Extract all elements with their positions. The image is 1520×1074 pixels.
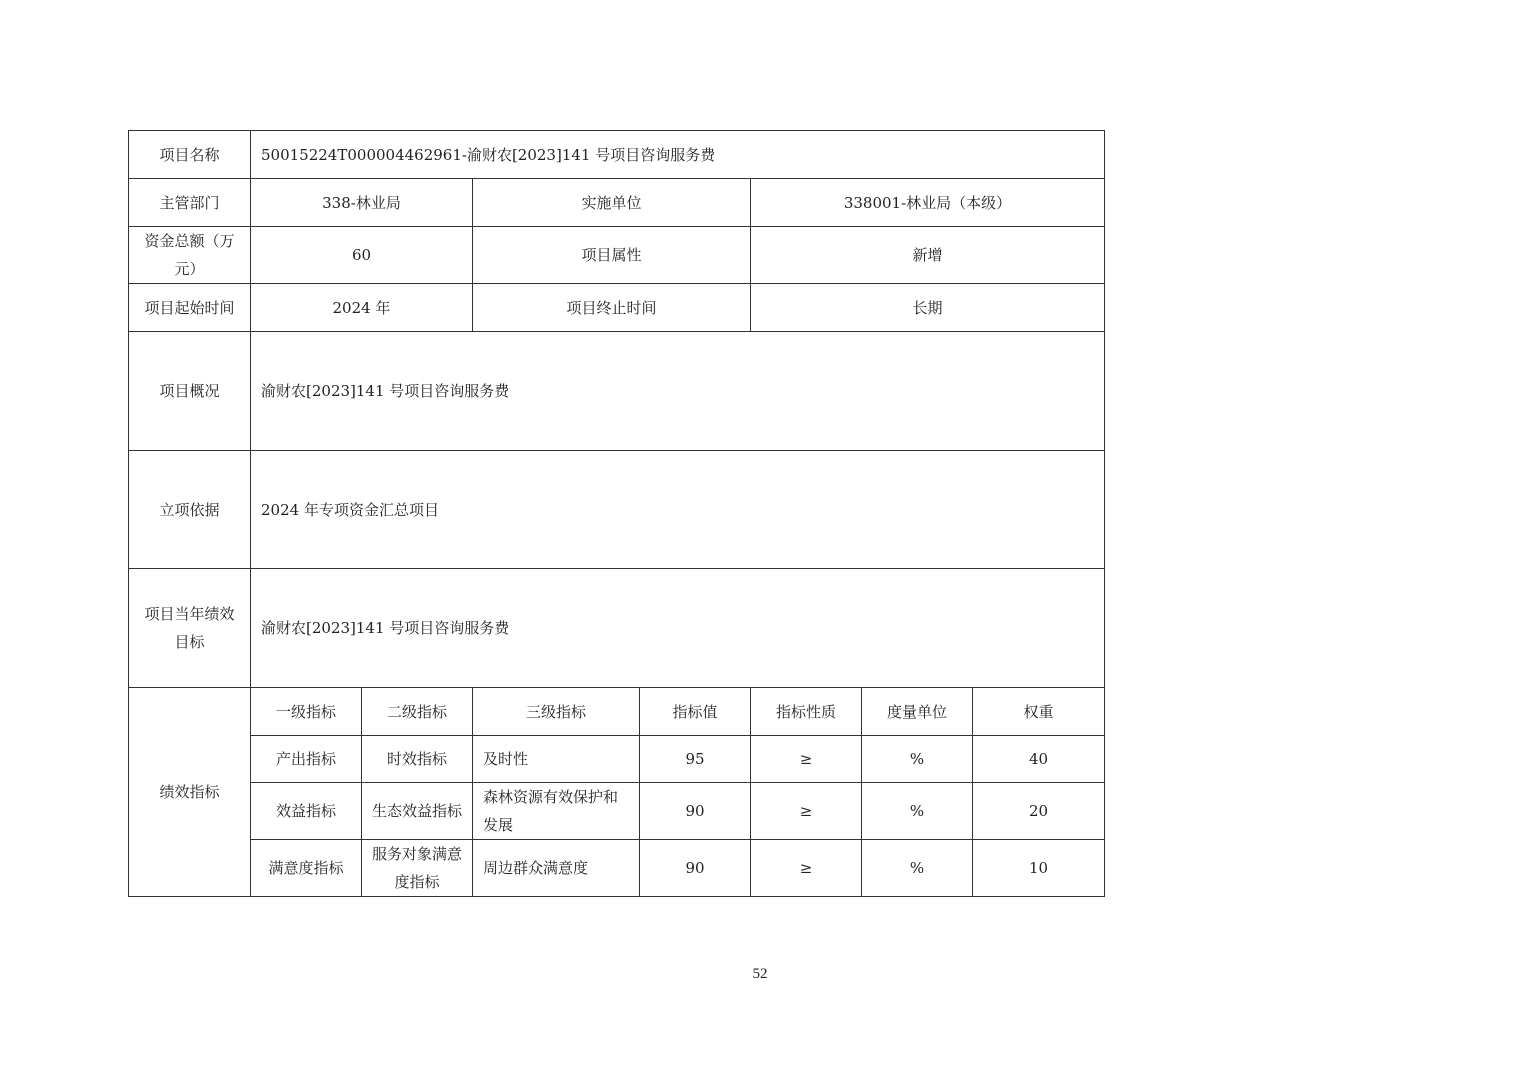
indicator-level1: 满意度指标 <box>251 840 362 897</box>
funds-row <box>129 227 1105 284</box>
indicator-weight: 40 <box>973 736 1105 783</box>
implementing-unit-label: 实施单位 <box>473 179 751 227</box>
time-row <box>129 284 1105 332</box>
end-time-value: 长期 <box>751 284 1105 332</box>
project-name-label: 项目名称 <box>129 131 251 179</box>
project-name-row <box>129 131 1105 179</box>
indicator-row <box>129 736 1105 783</box>
overview-label: 项目概况 <box>129 332 251 451</box>
annual-goal-row <box>129 569 1105 688</box>
start-time-label: 项目起始时间 <box>129 284 251 332</box>
indicator-nature: ≥ <box>751 840 862 897</box>
indicator-header: 度量单位 <box>862 688 973 736</box>
indicator-level2: 时效指标 <box>362 736 473 783</box>
overview-value: 渝财农[2023]141 号项目咨询服务费 <box>251 332 1105 451</box>
total-funds-value: 60 <box>251 227 473 284</box>
performance-indicators-label: 绩效指标 <box>129 688 251 897</box>
indicator-level3: 周边群众满意度 <box>473 840 640 897</box>
indicator-header: 二级指标 <box>362 688 473 736</box>
start-time-value: 2024 年 <box>251 284 473 332</box>
indicator-level2: 服务对象满意度指标 <box>362 840 473 897</box>
indicator-level1: 产出指标 <box>251 736 362 783</box>
annual-goal-value: 渝财农[2023]141 号项目咨询服务费 <box>251 569 1105 688</box>
indicator-weight: 10 <box>973 840 1105 897</box>
indicator-value: 90 <box>640 840 751 897</box>
indicator-unit: % <box>862 736 973 783</box>
page-number: 52 <box>752 966 768 982</box>
indicator-unit: % <box>862 840 973 897</box>
end-time-label: 项目终止时间 <box>473 284 751 332</box>
indicator-level3: 及时性 <box>473 736 640 783</box>
indicator-unit: % <box>862 783 973 840</box>
total-funds-label: 资金总额（万元） <box>129 227 251 284</box>
overview-row <box>129 332 1105 451</box>
indicator-header: 一级指标 <box>251 688 362 736</box>
annual-goal-label: 项目当年绩效目标 <box>129 569 251 688</box>
indicator-level3: 森林资源有效保护和发展 <box>473 783 640 840</box>
project-name-value: 50015224T000004462961-渝财农[2023]141 号项目咨询服务费 <box>251 131 1105 179</box>
indicator-level2: 生态效益指标 <box>362 783 473 840</box>
indicator-nature: ≥ <box>751 736 862 783</box>
indicator-header: 三级指标 <box>473 688 640 736</box>
basis-value: 2024 年专项资金汇总项目 <box>251 451 1105 569</box>
department-row <box>129 179 1105 227</box>
indicator-header-row <box>129 688 1105 736</box>
department-label: 主管部门 <box>129 179 251 227</box>
indicator-row <box>129 783 1105 840</box>
indicator-header: 权重 <box>973 688 1105 736</box>
indicator-header: 指标性质 <box>751 688 862 736</box>
basis-label: 立项依据 <box>129 451 251 569</box>
indicator-header: 指标值 <box>640 688 751 736</box>
indicator-row <box>129 840 1105 897</box>
department-value: 338-林业局 <box>251 179 473 227</box>
basis-row <box>129 451 1105 569</box>
indicator-value: 95 <box>640 736 751 783</box>
indicator-value: 90 <box>640 783 751 840</box>
indicator-nature: ≥ <box>751 783 862 840</box>
indicator-level1: 效益指标 <box>251 783 362 840</box>
project-attribute-label: 项目属性 <box>473 227 751 284</box>
indicator-weight: 20 <box>973 783 1105 840</box>
project-info-table <box>128 130 1105 897</box>
project-attribute-value: 新增 <box>751 227 1105 284</box>
implementing-unit-value: 338001-林业局（本级） <box>751 179 1105 227</box>
